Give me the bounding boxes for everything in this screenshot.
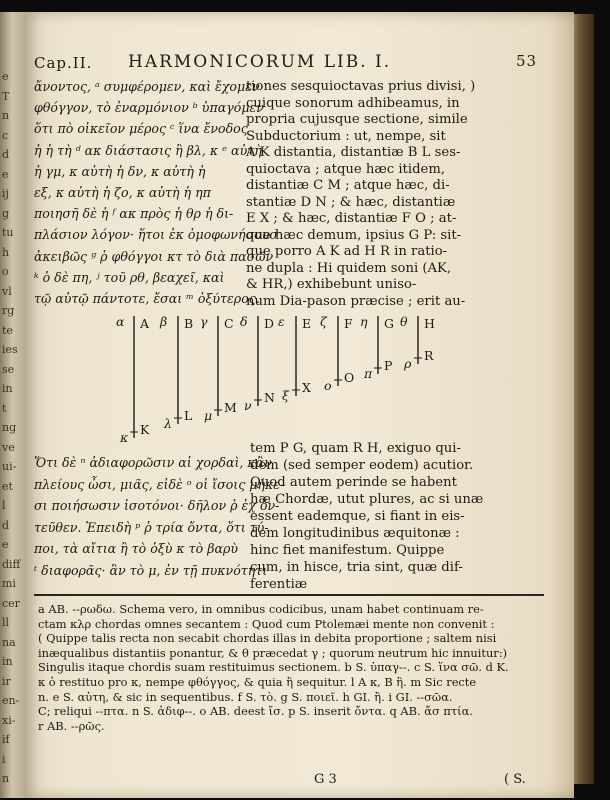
latin-line: stantiæ D N ; & hæc, distantiæ bbox=[246, 194, 456, 210]
latin-line: quioctava ; atque hæc itidem, bbox=[246, 161, 446, 177]
greek-line: ποι, τὰ αἴτια ἢ τὸ ὀξὺ κ τὸ βαρὺ bbox=[34, 541, 239, 556]
facing-page-fragment: e bbox=[2, 167, 9, 181]
bottom-label: R bbox=[424, 348, 434, 363]
latin-line: cum, in hisce, tria sint, quæ dif- bbox=[250, 560, 463, 575]
greek-line: ὅτι πὸ οἰκεῖον μέρος ᶜ ἵνα ἔνοδος bbox=[34, 121, 248, 137]
facing-page-fragment: ir bbox=[2, 674, 11, 688]
top-label: G bbox=[384, 316, 394, 331]
signature-mark: G 3 bbox=[314, 772, 337, 787]
greek-line: φθόγγον, τὸ ἐναρμόνιον ᵇ ὑπαγόμεν bbox=[34, 100, 264, 116]
page-number: 53 bbox=[516, 52, 538, 70]
latin-line: dem longitudinibus æquitonæ : bbox=[250, 526, 460, 541]
greek-mark: ζ bbox=[320, 314, 327, 329]
facing-page-fragment: c bbox=[2, 128, 9, 142]
top-label: E bbox=[302, 316, 312, 331]
facing-page-fragment: te bbox=[2, 323, 13, 337]
facing-page-edge bbox=[0, 12, 26, 798]
facing-page-fragment: se bbox=[2, 362, 15, 376]
monochord-diagram bbox=[110, 312, 470, 452]
greek-bottom-mark: ρ bbox=[404, 356, 412, 371]
latin-line: hinc fiet manifestum. Quippe bbox=[250, 543, 445, 558]
latin-line: distantiæ C M ; atque hæc, di- bbox=[246, 178, 450, 193]
footnote-line: Singulis itaque chordis suam restituimus sectionem. b S. ὑπαγ--. c S. ἵνα σῶ. d K. bbox=[38, 660, 509, 675]
latin-line: que hæc demum, ipsius G P: sit- bbox=[246, 227, 462, 243]
greek-line: σι ποιήσωσιν ἰσοτόνοι· δῆλον ῥ ἐχ ὄν- bbox=[34, 498, 280, 513]
bottom-label: N bbox=[264, 390, 275, 405]
greek-mark: θ bbox=[400, 314, 408, 329]
greek-line: ἀκειβῶς ᵍ ῥ φθόγγοι κτ τὸ διὰ πασῶν bbox=[34, 248, 274, 264]
facing-page-fragment: e bbox=[2, 70, 9, 83]
greek-line: τῷ αὐτῷ πάντοτε, ἔσαι ᵐ ὀξύτερος. bbox=[34, 291, 260, 306]
facing-page-fragment: xi- bbox=[2, 713, 16, 727]
bottom-label: X bbox=[302, 380, 311, 395]
facing-page-fragment: cer bbox=[2, 596, 20, 610]
latin-line: dem (sed semper eodem) acutior. bbox=[250, 458, 474, 473]
footnote-rule bbox=[34, 594, 544, 596]
footnote-line: n. e S. αὐτη, & sic in sequentibus. f S. τὸ. g S. ποιεῖ. h GI. ἢ. i GI. --σῶα. bbox=[38, 689, 453, 704]
facing-page-fragment: en- bbox=[2, 694, 20, 707]
greek-bottom-mark: π bbox=[364, 366, 373, 381]
facing-page-fragment: ies bbox=[2, 343, 18, 356]
greek-line: ποιησῆ δὲ ἡ ᶠ ακ πρὸς ἡ θρ ἡ δι- bbox=[34, 206, 234, 222]
bottom-label: K bbox=[140, 422, 150, 437]
facing-page-fragment: d bbox=[2, 518, 10, 532]
latin-line: num Dia-pason præcise ; erit au- bbox=[246, 293, 466, 309]
latin-line: A K distantia, distantiæ B L ses- bbox=[246, 145, 461, 160]
footnote-line: inæqualibus distantiis ponantur, & θ præcedat γ ; quorum neutrum hic innuitur:) bbox=[38, 645, 508, 660]
facing-page-fragment: o bbox=[2, 265, 9, 278]
footnote-line: ctam κλρ chordas omnes secantem : Quod cum Ptolemæi mente non convenit : bbox=[38, 616, 495, 631]
facing-page-fragment: i bbox=[2, 752, 6, 766]
bottom-label: O bbox=[344, 370, 355, 385]
greek-line: ἄνοντος, ᵃ συμφέρομεν, καὶ ἔχομεν bbox=[34, 79, 260, 94]
latin-line: Quod autem perinde se habent bbox=[250, 475, 457, 490]
latin-line: que porro A K ad H R in ratio- bbox=[246, 244, 448, 259]
latin-line: tem P G, quam R H, exiguo qui- bbox=[250, 441, 461, 456]
facing-page-fragment: in bbox=[2, 382, 13, 395]
latin-line: & HR,) exhibebunt uniso- bbox=[246, 277, 417, 292]
top-label: F bbox=[344, 316, 353, 331]
top-label: C bbox=[224, 316, 234, 331]
bottom-label: M bbox=[224, 400, 237, 415]
facing-page-fragment: et bbox=[2, 479, 13, 493]
facing-page-fragment: T bbox=[2, 89, 10, 103]
facing-page-fragment: d bbox=[2, 148, 10, 161]
running-title: HARMONICORUM LIB. I. bbox=[128, 52, 392, 72]
facing-page-fragment: n bbox=[2, 109, 10, 122]
facing-page-fragment: h bbox=[2, 245, 10, 259]
facing-page-fragment: l bbox=[2, 499, 6, 512]
footnote-line: a AB. --ρωδω. Schema vero, in omnibus codicibus, unam habet continuam re- bbox=[38, 602, 484, 616]
facing-page-fragment: ij bbox=[2, 187, 9, 200]
greek-line: πλείους ὦσι, μιᾶς, εἰδὲ ᵒ οἱ ἴσοις μήκε- bbox=[34, 476, 285, 492]
greek-line: ᵏ ὁ δὲ πη, ʲ τοῦ ρθ, βεαχεῖ, καὶ bbox=[34, 269, 225, 285]
facing-page-fragment: if bbox=[2, 733, 10, 746]
facing-page-fragment: ui- bbox=[2, 460, 17, 473]
greek-line: Ὅτι δὲ ⁿ ἀδιαφορῶσιν αἱ χορδαὶ, κἂν bbox=[34, 455, 272, 470]
latin-line: propria cujusque sectione, simile bbox=[246, 112, 468, 127]
footnote-line: ( Quippe talis recta non secabit chordas illas in debita proportione ; saltem nisi bbox=[38, 631, 497, 646]
greek-mark: α bbox=[116, 314, 125, 329]
greek-line: εξ, κ αὐτὴ ἡ ζο, κ αὐτὴ ἡ ηπ bbox=[34, 185, 211, 200]
facing-page-fragment: na bbox=[2, 635, 16, 649]
facing-page-fragment: ll bbox=[2, 616, 10, 629]
greek-bottom-mark: κ bbox=[120, 430, 129, 445]
footnote-line: C; reliqui --πτα. n S. ἀδιφ--. o AB. deest ἴσ. p S. inserit ὄντα. q AB. ἄσ πτία. bbox=[38, 704, 473, 719]
book-spine-edge bbox=[572, 14, 594, 784]
top-label: B bbox=[184, 316, 194, 331]
latin-line: ne dupla : Hi quidem soni (AK, bbox=[246, 260, 452, 276]
greek-bottom-mark: ο bbox=[324, 378, 332, 393]
greek-bottom-mark: ξ bbox=[282, 388, 289, 403]
greek-line: τεῦθεν. Ἐπειδὴ ᵖ ῥ τρία ὄντα, ὅτι τύ- bbox=[34, 519, 269, 535]
latin-line: essent eademque, si fiant in eis- bbox=[250, 509, 465, 524]
facing-page-fragment: diff bbox=[2, 557, 21, 571]
greek-mark: γ bbox=[200, 314, 208, 329]
greek-line: ᵗ διαφορᾶς· ἂν τὸ μ, ἐν τῇ πυκνότητι bbox=[34, 562, 268, 578]
latin-line: E X ; & hæc, distantiæ F O ; at- bbox=[246, 211, 457, 226]
greek-mark: η bbox=[360, 314, 368, 329]
top-label: H bbox=[424, 316, 435, 331]
greek-mark: δ bbox=[240, 314, 248, 329]
facing-page-fragment: ve bbox=[2, 440, 15, 454]
greek-line: ἡ γμ, κ αὐτὴ ἡ δν, κ αὐτὴ ἡ bbox=[34, 163, 206, 179]
latin-line: Subductorium : ut, nempe, sit bbox=[246, 128, 446, 144]
facing-page-fragment: t bbox=[2, 401, 7, 415]
facing-page-fragment: mi bbox=[2, 577, 16, 590]
facing-page-fragment: ng bbox=[2, 421, 17, 434]
book-page bbox=[24, 12, 574, 798]
bottom-label: L bbox=[184, 408, 193, 423]
greek-mark: β bbox=[160, 314, 168, 329]
facing-page-fragment: in bbox=[2, 655, 13, 668]
facing-page-fragment: n bbox=[2, 772, 10, 785]
latin-line: hæ Chordæ, utut plures, ac si unæ bbox=[250, 492, 484, 507]
greek-mark: ε bbox=[278, 314, 285, 329]
top-label: A bbox=[140, 316, 150, 331]
greek-line: πλάσιον λόγον· ἥτοι ἐκ ὁμοφωνήσουσ bbox=[34, 227, 278, 243]
footnote-line: r AB. --ρῶς. bbox=[38, 718, 105, 733]
bottom-label: P bbox=[384, 358, 393, 373]
greek-line: ἡ ἡ τὴ ᵈ ακ διάστασις ἢ βλ, κ ᵉ αὐτὴ bbox=[34, 142, 262, 158]
greek-bottom-mark: μ bbox=[204, 408, 213, 423]
facing-page-fragment: vl bbox=[2, 284, 12, 298]
facing-page-fragment: rg bbox=[2, 304, 15, 317]
latin-line: ferentiæ bbox=[250, 577, 308, 592]
facing-page-fragment: g bbox=[2, 206, 10, 220]
footnote-line: κ ὁ restituo pro κ, nempe φθόγγος, & quia ἢ sequitur. l A κ, B ἢ. m Sic recte bbox=[38, 675, 477, 689]
chapter-label: Cap.II. bbox=[34, 54, 93, 72]
facing-page-fragment: tu bbox=[2, 226, 14, 239]
catchword: ( S. bbox=[504, 772, 526, 787]
latin-line: cuique sonorum adhibeamus, in bbox=[246, 95, 460, 111]
greek-bottom-mark: ν bbox=[244, 398, 252, 413]
greek-bottom-mark: λ bbox=[164, 416, 172, 431]
top-label: D bbox=[264, 316, 275, 331]
facing-page-fragment: e bbox=[2, 538, 9, 551]
latin-line: tiones sesquioctavas prius divisi, ) bbox=[246, 79, 476, 94]
